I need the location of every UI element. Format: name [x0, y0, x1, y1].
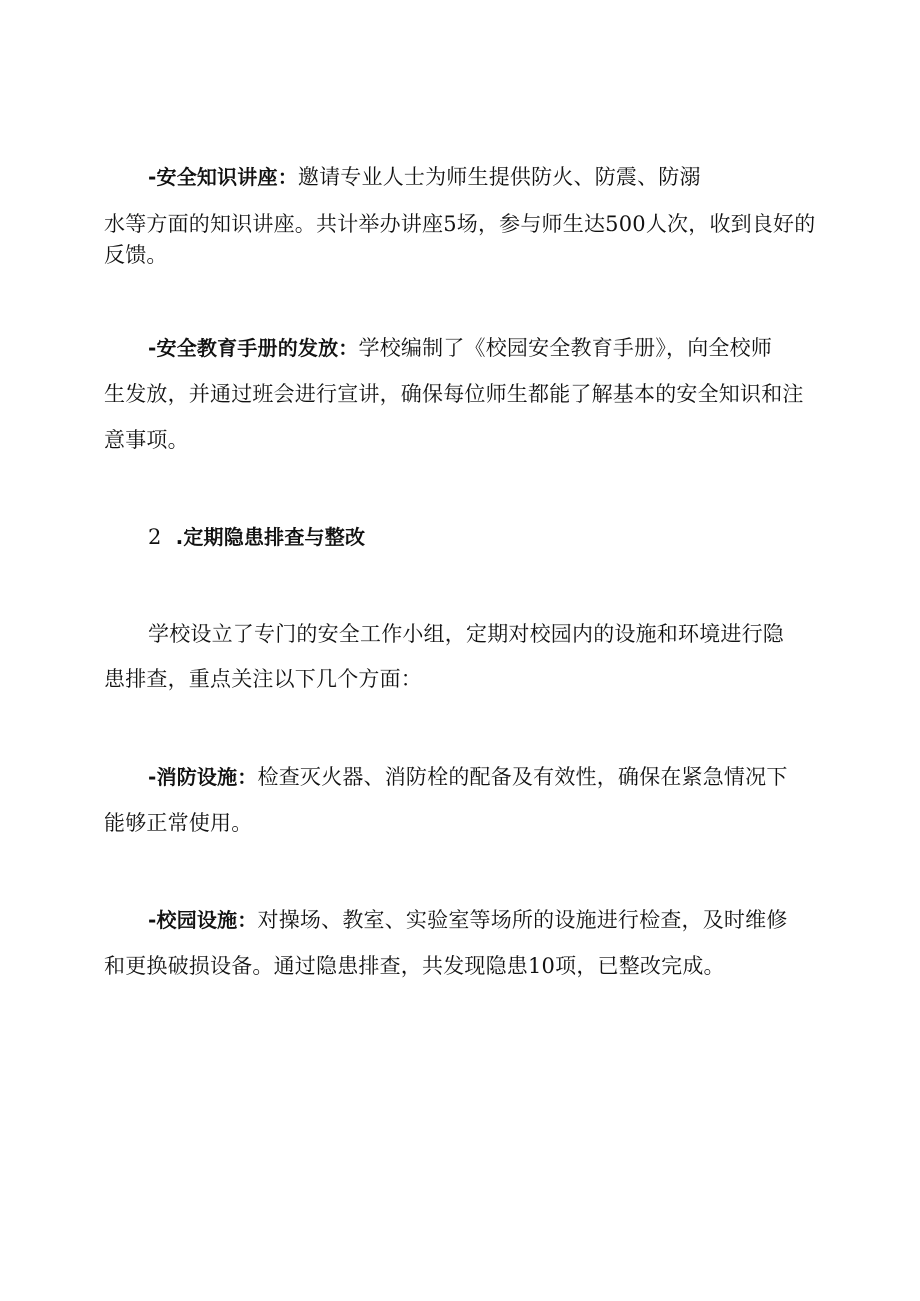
- paragraph-handbook-line-2: 生发放，并通过班会进行宣讲，确保每位师生都能了解基本的安全知识和注: [104, 382, 804, 406]
- paragraph-safety-lectures-line-2: 水等方面的知识讲座。共计举办讲座5场，参与师生达500人次，收到良好的: [104, 212, 816, 236]
- term-handbook: -安全教育手册的发放：: [148, 336, 359, 360]
- paragraph-campus-facilities-line-1: [148, 905, 788, 935]
- section-heading: [148, 522, 365, 552]
- section-title: .定期隐患排查与整改: [175, 525, 366, 549]
- paragraph-inspection-line-2: 患排查，重点关注以下几个方面：: [104, 667, 422, 691]
- text-campus-facilities-1: 对操场、教室、实验室等场所的设施进行检查，及时维修: [257, 908, 788, 932]
- paragraph-campus-facilities-line-2: 和更换破损设备。通过隐患排查，共发现隐患10项，已整改完成。: [104, 954, 725, 978]
- section-number: 2: [148, 525, 162, 549]
- paragraph-safety-lectures-line-1: [148, 162, 701, 192]
- term-fire-facilities: -消防设施：: [148, 765, 258, 789]
- text-fire-facilities-1: 检查灭火器、消防栓的配备及有效性，确保在紧急情况下: [257, 765, 788, 789]
- text-safety-lectures-1: 邀请专业人士为师生提供防火、防震、防溺: [297, 165, 701, 189]
- paragraph-handbook-line-3: 意事项。: [104, 428, 189, 452]
- text-handbook-1: 学校编制了《校园安全教育手册》，向全校师: [358, 336, 773, 360]
- paragraph-inspection-line-1: 学校设立了专门的安全工作小组，定期对校园内的设施和环境进行隐: [148, 622, 784, 646]
- paragraph-handbook-line-1: [148, 333, 772, 363]
- paragraph-safety-lectures-line-3: 反馈。: [104, 243, 168, 267]
- paragraph-fire-facilities-line-2: 能够正常使用。: [104, 811, 253, 835]
- term-campus-facilities: -校园设施：: [148, 908, 258, 932]
- paragraph-fire-facilities-line-1: [148, 762, 788, 792]
- term-safety-lectures: -安全知识讲座：: [148, 165, 298, 189]
